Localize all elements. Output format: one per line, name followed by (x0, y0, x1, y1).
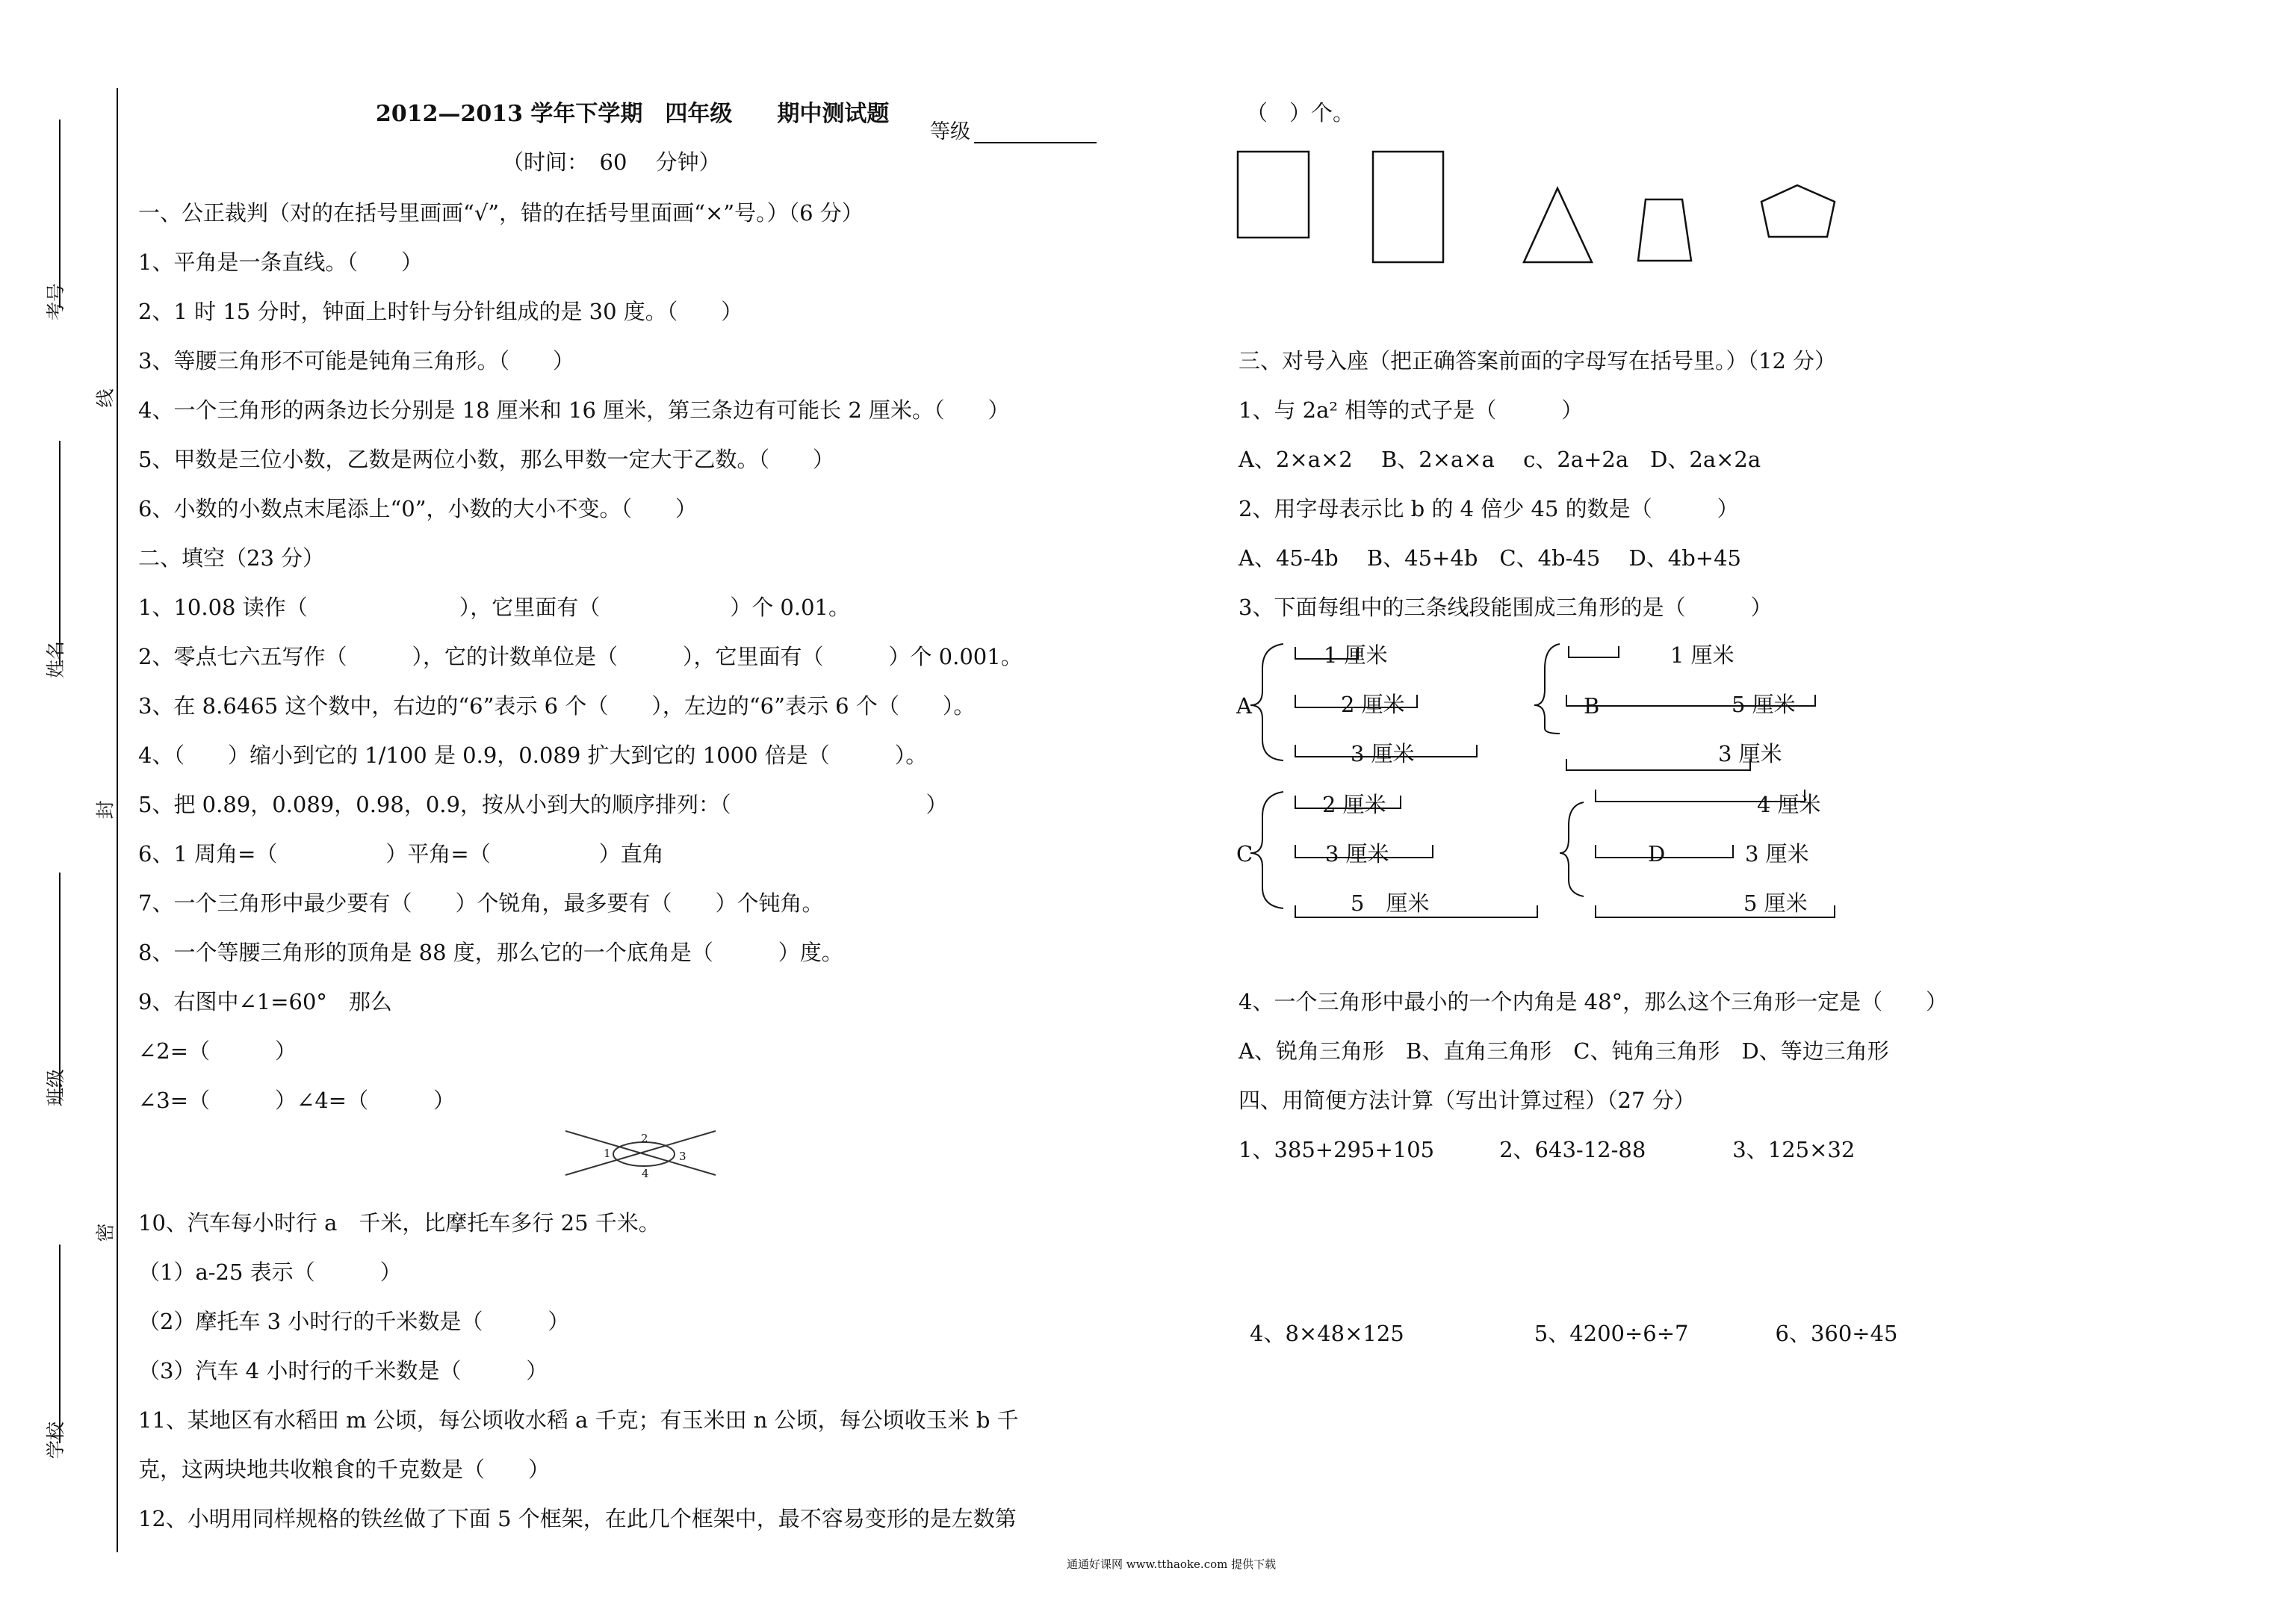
angle-label: 3 (679, 1150, 686, 1163)
right-line: 2、用字母表示比 b 的 4 倍少 45 的数是（ ） (1239, 496, 1739, 521)
time-label: （时间： 60 分钟） (502, 149, 721, 175)
page-title: 2012—2013 学年下学期 四年级 期中测试题 (376, 101, 890, 127)
left-line: 4、一个三角形的两条边长分别是 18 厘米和 16 厘米，第三条边有可能长 2 厘米。（ ） (138, 397, 1010, 423)
left-line: 5、甲数是三位小数，乙数是两位小数，那么甲数一定大于乙数。（ ） (138, 447, 834, 472)
segment-letter-a: A (1236, 693, 1252, 719)
right-line: A、锐角三角形 B、直角三角形 C、钝角三角形 D、等边三角形 (1239, 1038, 1889, 1064)
sidebar-mi: 密 (94, 1223, 117, 1242)
left-line: 5、把 0.89，0.089，0.98，0.9，按从小到大的顺序排列：（ ） (138, 792, 948, 817)
left-line: 2、1 时 15 分时，钟面上时针与分针组成的是 30 度。（ ） (138, 299, 743, 324)
left-line: ∠2=（ ） (138, 1038, 297, 1064)
segment-label: 3 厘米 (1325, 841, 1389, 867)
angle-label: 4 (642, 1167, 649, 1180)
segment-label: 5 厘米 (1732, 692, 1796, 717)
segment-letter-d: D (1648, 841, 1666, 867)
rectangle-shape (1373, 152, 1443, 262)
left-line: 9、右图中∠1=60° 那么 (138, 989, 392, 1014)
left-line: 一、公正裁判（对的在括号里画画“√”，错的在括号里面画“×”号。）（6 分） (138, 200, 864, 226)
segment-label: 1 厘米 (1670, 642, 1735, 668)
left-line: 3、等腰三角形不可能是钝角三角形。（ ） (138, 348, 574, 374)
right-line: A、2×a×2 B、2×a×a c、2a+2a D、2a×2a (1239, 447, 1761, 472)
segment-label: 5 厘米 (1351, 890, 1430, 916)
sidebar-banji: 班级 (45, 1068, 67, 1107)
square-shape (1238, 152, 1309, 238)
right-line: 4、一个三角形中最小的一个内角是 48°，那么这个三角形一定是（ ） (1239, 989, 1948, 1014)
angle-label: 2 (641, 1132, 648, 1145)
left-line: （2）摩托车 3 小时行的千米数是（ ） (138, 1309, 570, 1334)
right-line: 1、与 2a² 相等的式子是（ ） (1239, 397, 1584, 423)
left-line: 1、10.08 读作（ ），它里面有（ ）个 0.01。 (138, 595, 850, 620)
segment-label: 1 厘米 (1324, 642, 1388, 668)
calc-row: 4、8×48×125 5、4200÷6÷7 6、360÷45 (1250, 1321, 1898, 1346)
sidebar-xingming: 姓名 (45, 640, 67, 679)
sidebar-xuexiao: 学校 (45, 1421, 67, 1460)
pentagon-shape (1761, 185, 1835, 237)
segment-label: 2 厘米 (1322, 792, 1386, 817)
trapezoid-shape (1638, 199, 1691, 261)
right-line: 3、下面每组中的三条线段能围成三角形的是（ ） (1239, 595, 1773, 620)
left-line: ∠3=（ ）∠4=（ ） (138, 1088, 456, 1113)
segment-label: 2 厘米 (1341, 692, 1405, 717)
left-line: 克，这两块地共收粮食的千克数是（ ） (138, 1457, 551, 1482)
angle-label: 1 (604, 1147, 611, 1160)
left-line: 4、（ ）缩小到它的 1/100 是 0.9，0.089 扩大到它的 1000 倍是（ ）。 (138, 743, 928, 768)
segment-label: 3 厘米 (1351, 741, 1415, 766)
section-heading: 二、填空（23 分） (138, 545, 325, 571)
right-line: A、45-4b B、45+4b C、4b-45 D、4b+45 (1239, 545, 1741, 571)
left-line: 7、一个三角形中最少要有（ ）个锐角，最多要有（ ）个钝角。 (138, 890, 824, 916)
right-line: 1、385+295+105 2、643-12-88 3、125×32 (1239, 1137, 1856, 1162)
section-heading: 三、对号入座（把正确答案前面的字母写在括号里。）（12 分） (1239, 348, 1837, 374)
segment-label: 4 厘米 (1757, 792, 1821, 817)
left-line: 8、一个等腰三角形的顶角是 88 度，那么它的一个底角是（ ）度。 (138, 940, 843, 965)
left-line: （1）a-25 表示（ ） (138, 1259, 402, 1285)
triangle-shape (1524, 188, 1592, 262)
segment-label: 5 厘米 (1743, 890, 1808, 916)
segment-label: 3 厘米 (1745, 841, 1809, 867)
left-line: 2、零点七六五写作（ ），它的计数单位是（ ），它里面有（ ）个 0.001。 (138, 644, 1023, 669)
left-line: （3）汽车 4 小时行的千米数是（ ） (138, 1358, 548, 1383)
left-line: 12、小明用同样规格的铁丝做了下面 5 个框架，在此几个框架中，最不容易变形的是左数第 (138, 1506, 1017, 1531)
left-line: 3、在 8.6465 这个数中，右边的“6”表示 6 个（ ），左边的“6”表示 6 个（ ）。 (138, 693, 976, 719)
left-line: 6、1 周角=（ ）平角=（ ）直角 (138, 841, 664, 867)
left-line: 6、小数的小数点末尾添上“0”，小数的大小不变。（ ） (138, 496, 698, 521)
segment-letter-c: C (1236, 841, 1253, 867)
left-line: 10、汽车每小时行 a 千米，比摩托车多行 25 千米。 (138, 1210, 660, 1236)
sidebar-kaohao: 考号 (45, 282, 67, 321)
sidebar-feng: 封 (94, 800, 117, 819)
grade-label: 等级 (930, 120, 970, 143)
left-line: 11、某地区有水稻田 m 公顷，每公顷收水稻 a 千克；有玉米田 n 公顷，每公顷收玉米 b 千 (138, 1407, 1019, 1433)
right-top-line: （ ）个。 (1246, 100, 1355, 125)
section-heading: 四、用简便方法计算（写出计算过程）（27 分） (1239, 1088, 1696, 1113)
left-line: 1、平角是一条直线。（ ） (138, 250, 423, 275)
segment-letter-b: B (1584, 693, 1600, 719)
footer-note: 通通好课网 www.tthaoke.com 提供下载 (1067, 1558, 1277, 1571)
segment-label: 3 厘米 (1718, 741, 1782, 766)
sidebar-xian: 线 (94, 388, 117, 408)
